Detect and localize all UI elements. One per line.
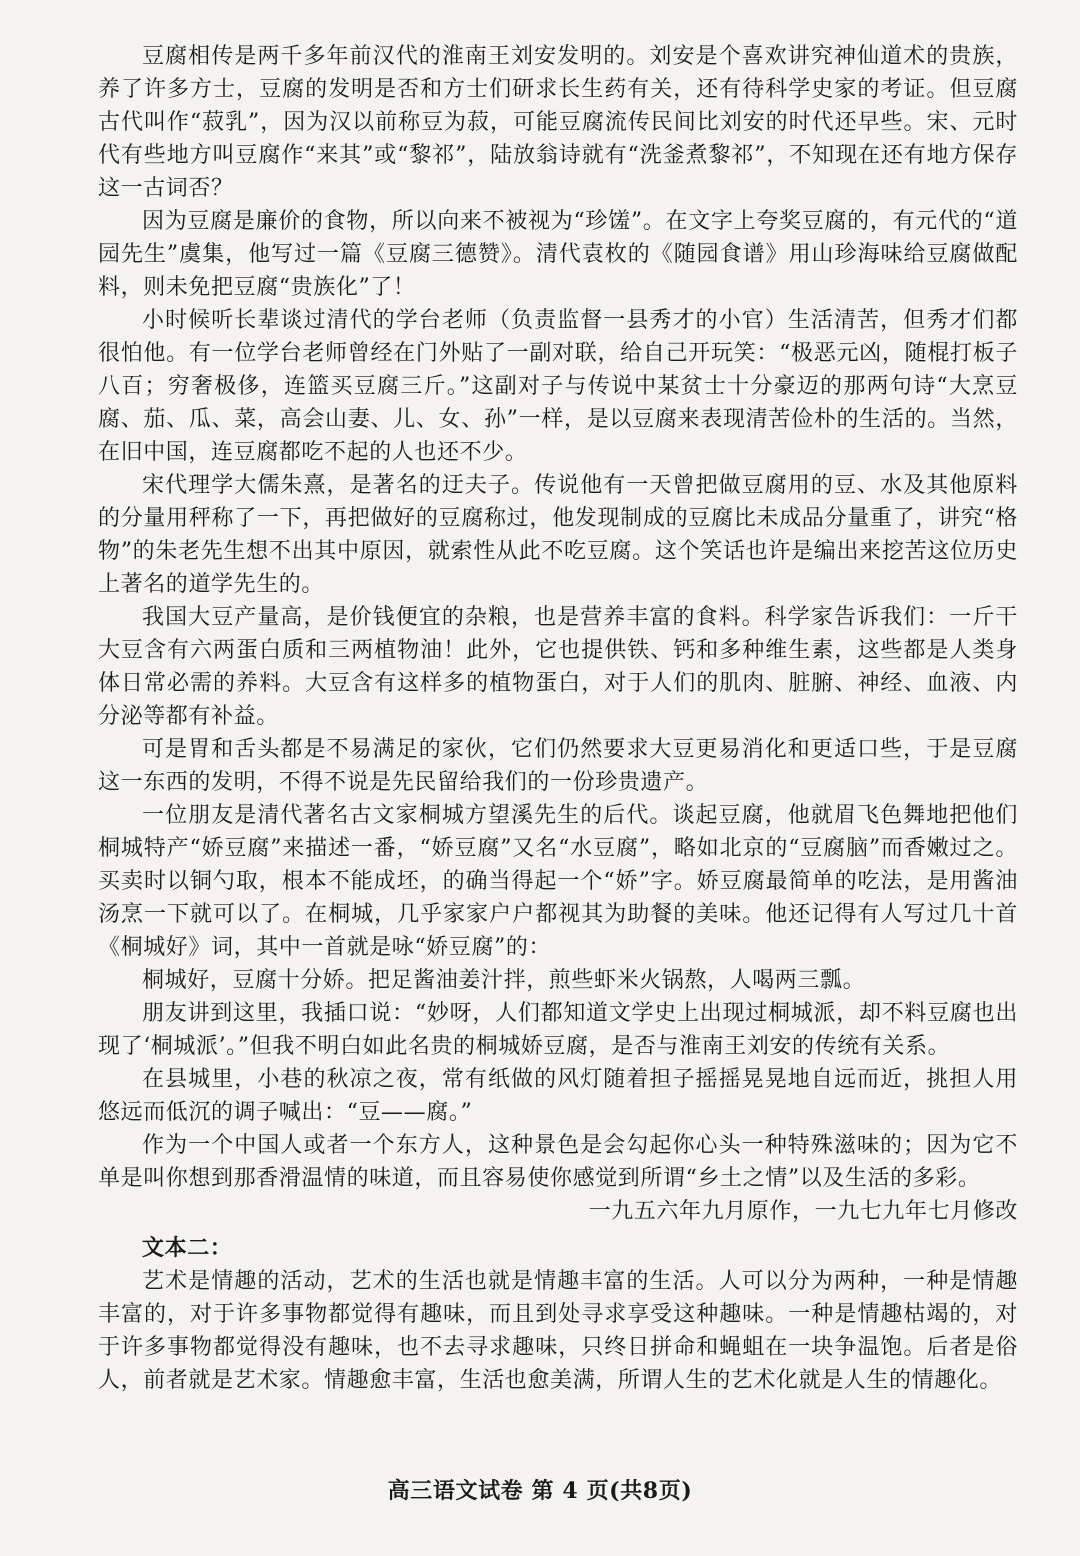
text-one (98, 40, 1018, 1228)
paragraph: 宋代理学大儒朱熹，是著名的迂夫子。传说他有一天曾把做豆腐用的豆、水及其他原料的分量用秤称了一下，再把做好的豆腐称过，他发现制成的豆腐比未成品分量重了，讲究“格物”的朱老先生想不出其中原因，就索性从此不吃豆腐。这个笑话也许是编出来挖苦这位历史上著名的道学先生的。 (98, 473, 1018, 597)
paragraph: 可是胃和舌头都是不易满足的家伙，它们仍然要求大豆更易消化和更适口些，于是豆腐这一东西的发明，不得不说是先民留给我们的一份珍贵遗产。 (98, 737, 1018, 795)
footer-page-number: 4 (562, 1478, 579, 1504)
paragraph: 我国大豆产量高，是价钱便宜的杂粮，也是营养丰富的食料。科学家告诉我们：一斤干大豆含有六两蛋白质和三两植物油！此外，它也提供铁、钙和多种维生素，这些都是人类身体日常必需的养料。大豆含有这样多的植物蛋白，对于人们的肌肉、脏腑、神经、血液、内分泌等都有补益。 (98, 605, 1018, 729)
footer-prefix: 高三语文试卷 第 (387, 1478, 563, 1504)
paragraph: 朋友讲到这里，我插口说：“妙呀，人们都知道文学史上出现过桐城派，却不料豆腐也出现了‘桐城派’。”但我不明白如此名贵的桐城娇豆腐，是否与淮南王刘安的传统有关系。 (98, 1001, 1018, 1059)
paragraph: 一位朋友是清代著名古文家桐城方望溪先生的后代。谈起豆腐，他就眉飞色舞地把他们桐城特产“娇豆腐”来描述一番，“娇豆腐”又名“水豆腐”，略如北京的“豆腐脑”而香嫩过之。买卖时以铜勺取，根本不能成坯，的确当得起一个“娇”字。娇豆腐最简单的吃法，是用酱油汤烹一下就可以了。在桐城，几乎家家户户都视其为助餐的美味。他还记得有人写过几十首《桐城好》词，其中一首就是咏“娇豆腐”的： (98, 803, 1018, 960)
footer-middle: 页(共 (578, 1478, 643, 1504)
paragraph: 在县城里，小巷的秋凉之夜，常有纸做的风灯随着担子摇摇晃晃地自远而近，挑担人用悠远而低沉的调子喊出：“豆——腐。” (98, 1067, 1018, 1125)
date-line: 一九五六年九月原作，一九七九年七月修改 (588, 1199, 1018, 1224)
paragraph: 豆腐相传是两千多年前汉代的淮南王刘安发明的。刘安是个喜欢讲究神仙道术的贵族，养了许多方士，豆腐的发明是否和方士们研求长生药有关，还有待科学史家的考证。但豆腐古代叫作“菽乳”，因为汉以前称豆为菽，可能豆腐流传民间比刘安的时代还早些。宋、元时代有些地方叫豆腐作“来其”或“黎祁”，陆放翁诗就有“洗釜煮黎祁”，不知现在还有地方保存这一古词否？ (98, 44, 1018, 201)
paragraph: 艺术是情趣的活动，艺术的生活也就是情趣丰富的生活。人可以分为两种，一种是情趣丰富的，对于许多事物都觉得有趣味，而且到处寻求享受这种趣味。一种是情趣枯竭的，对于许多事物都觉得没有趣味，也不去寻求趣味，只终日拼命和蝇蛆在一块争温饱。后者是俗人，前者就是艺术家。情趣愈丰富，生活也愈美满，所谓人生的艺术化就是人生的情趣化。 (98, 1269, 1018, 1393)
footer-total-pages: 8 (642, 1478, 659, 1504)
page-footer (0, 1476, 1080, 1506)
paragraph: 作为一个中国人或者一个东方人，这种景色是会勾起你心头一种特殊滋味的；因为它不单是叫你想到那香滑温情的味道，而且容易使你感觉到所谓“乡土之情”以及生活的多彩。 (98, 1133, 1018, 1191)
paragraph: 小时候听长辈谈过清代的学台老师（负责监督一县秀才的小官）生活清苦，但秀才们都很怕他。有一位学台老师曾经在门外贴了一副对联，给自己开玩笑：“极恶元凶，随棍打板子八百；穷奢极侈，连篮买豆腐三斤。”这副对子与传说中某贫士十分豪迈的那两句诗“大烹豆腐、茄、瓜、菜，高会山妻、儿、女、孙”一样，是以豆腐来表现清苦俭朴的生活的。当然，在旧中国，连豆腐都吃不起的人也还不少。 (98, 308, 1018, 465)
text-two (98, 1232, 1018, 1397)
paragraph: 因为豆腐是廉价的食物，所以向来不被视为“珍馐”。在文字上夸奖豆腐的，有元代的“道园先生”虞集，他写过一篇《豆腐三德赞》。清代袁枚的《随园食谱》用山珍海味给豆腐做配料，则未免把豆腐“贵族化”了！ (98, 209, 1018, 300)
footer-suffix: 页) (658, 1478, 693, 1504)
section-heading: 文本二： (142, 1235, 233, 1261)
poem-line: 桐城好，豆腐十分娇。把足酱油姜汁拌，煎些虾米火锅熬，人喝两三瓢。 (142, 968, 866, 993)
